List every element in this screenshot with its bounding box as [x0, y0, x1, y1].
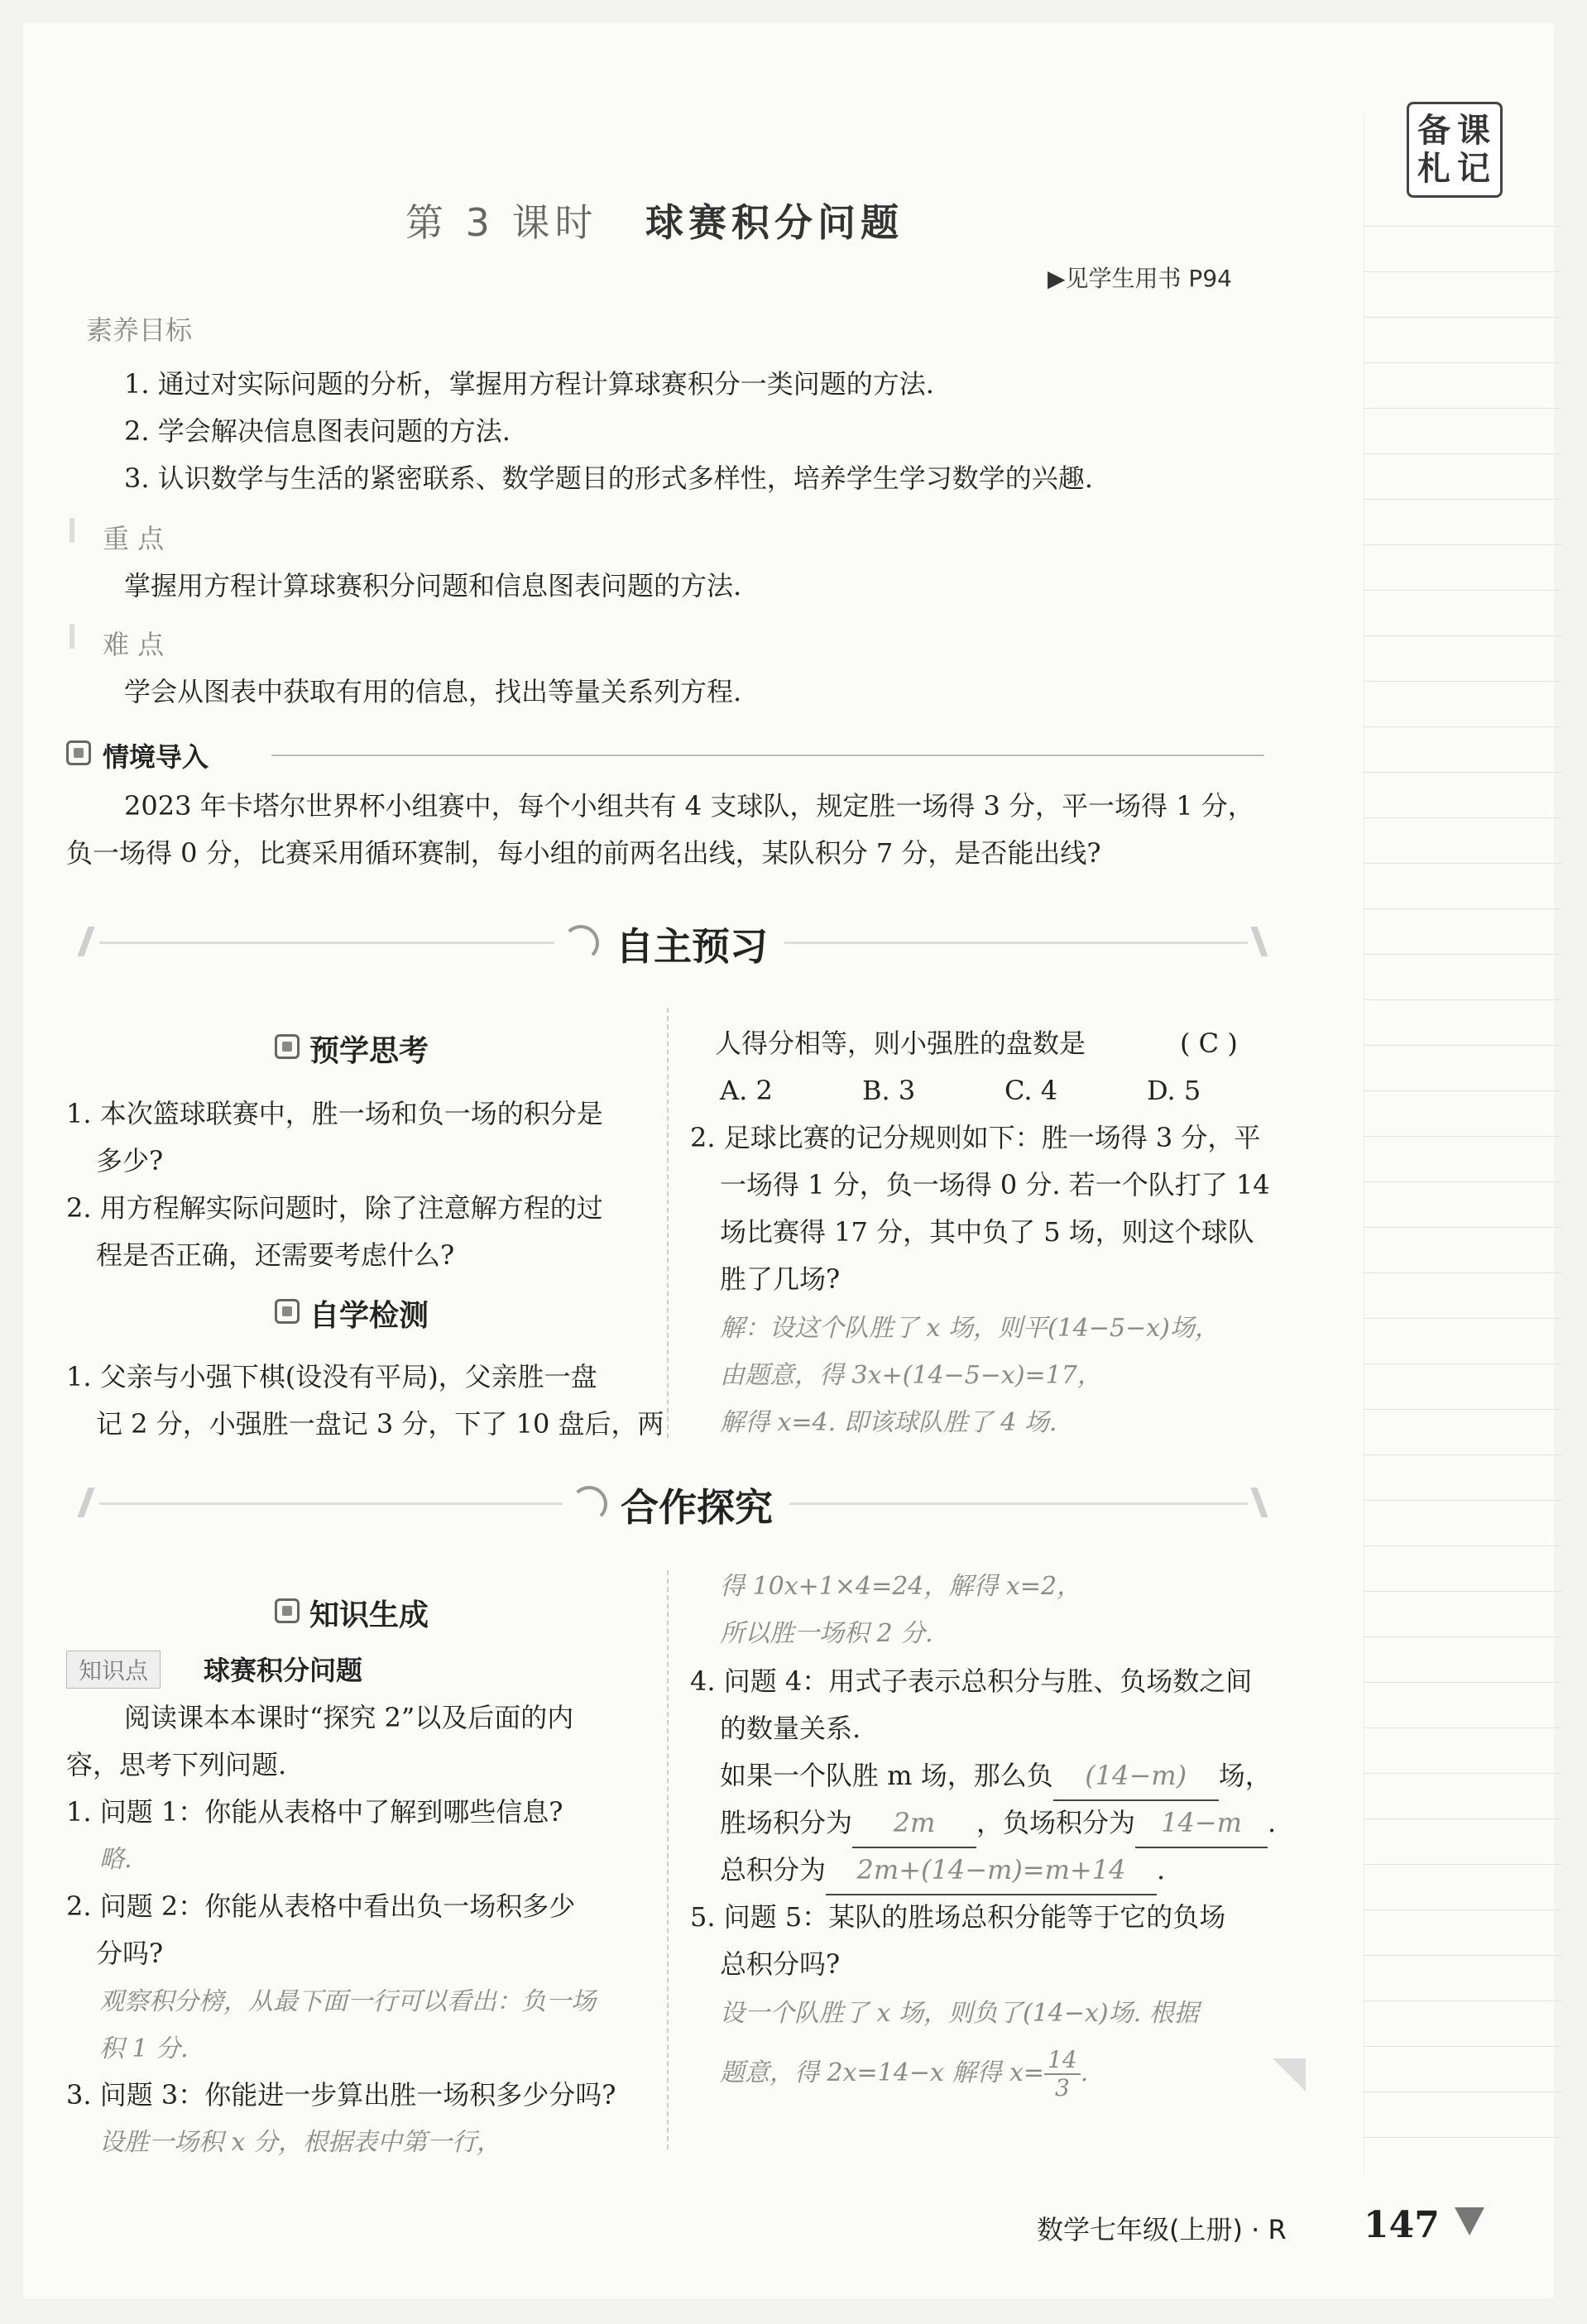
q4-line: 的数量关系.: [720, 1713, 861, 1744]
q2-explore-line: 分吗?: [96, 1938, 164, 1969]
badge-char: 课: [1457, 112, 1490, 150]
page-title: 球赛积分问题: [645, 200, 904, 245]
q5-answer-text: .: [1080, 2058, 1089, 2087]
q2-line: 场比赛得 17 分，其中负了 5 场，则这个球队: [720, 1216, 1254, 1248]
banner-left-rule: [99, 942, 554, 944]
key-point-marker: [70, 518, 74, 543]
check-line: 人得分相等，则小强胜的盘数是: [715, 1028, 1086, 1059]
q2-answer-line: 解得 x=4. 即该球队胜了 4 场.: [720, 1408, 1057, 1437]
banner-right-rule: [784, 942, 1248, 944]
banner-right-mark: [1250, 927, 1268, 956]
intro-label: 情境导入: [103, 741, 209, 773]
fraction-numerator: 14: [1044, 2047, 1081, 2075]
q4-text: 场，: [1218, 1760, 1272, 1791]
think-line: 2. 用方程解实际问题时，除了注意解方程的过: [66, 1192, 603, 1224]
notes-badge: [1407, 102, 1503, 198]
fraction-denominator: 3: [1054, 2074, 1070, 2101]
banner-arc-icon: [563, 925, 599, 961]
q4-fill-line: [720, 1752, 1272, 1801]
intro-rule: [271, 755, 1264, 756]
goals-label: 素养目标: [86, 314, 193, 346]
q2-line: 一场得 1 分，负一场得 0 分. 若一个队打了 14: [720, 1169, 1270, 1200]
explore-banner: 合作探究: [621, 1485, 773, 1530]
q4-text: 总积分为: [720, 1854, 827, 1886]
q5-answer: 设一个队胜了 x 场，则负了(14−x)场. 根据: [720, 1999, 1199, 2028]
q4-line: 4. 问题 4：用式子表示总积分与胜、负场数之间: [690, 1665, 1253, 1697]
option-d: D. 5: [1147, 1075, 1201, 1106]
key-point-label: 重 点: [103, 523, 165, 554]
q2-answer-line: 由题意，得 3x+(14−5−x)=17，: [720, 1361, 1102, 1390]
badge-char: 札: [1417, 150, 1450, 188]
banner-left-rule: [99, 1502, 563, 1505]
page: [23, 23, 1554, 2298]
intro-text-line: 2023 年卡塔尔世界杯小组赛中，每个小组共有 4 支球队，规定胜一场得 3 分，平一场得 1 分，: [124, 790, 1254, 822]
think-line: 1. 本次篮球联赛中，胜一场和负一场的积分是: [66, 1098, 603, 1129]
q4-text: 如果一个队胜 m 场，那么负: [720, 1760, 1053, 1791]
read-line: 容，思考下列问题.: [66, 1749, 287, 1780]
q4-blank: 2m+(14−m)=m+14: [826, 1847, 1157, 1895]
q1-line: 1. 问题 1：你能从表格中了解到哪些信息?: [66, 1796, 563, 1828]
knowledge-topic: 球赛积分问题: [204, 1655, 363, 1686]
banner-left-mark: [77, 1488, 94, 1517]
q1-answer: 略.: [99, 1845, 132, 1874]
corner-decoration: [1273, 2058, 1306, 2092]
lesson-number: 第 3 课时: [405, 200, 598, 245]
book-title: 数学七年级(上册) · R: [1037, 2214, 1287, 2245]
goal-item: 3. 认识数学与生活的紧密联系、数学题目的形式多样性，培养学生学习数学的兴趣.: [124, 462, 1093, 494]
banner-right-mark: [1250, 1488, 1268, 1517]
check-line: 记 2 分，小强胜一盘记 3 分，下了 10 盘后，两: [96, 1408, 664, 1440]
q3-answer: 所以胜一场积 2 分.: [720, 1619, 933, 1648]
q3-answer: 设胜一场积 x 分，根据表中第一行，: [99, 2128, 501, 2157]
difficulty-label: 难 点: [103, 629, 165, 660]
check-answer: ( C ): [1180, 1028, 1238, 1059]
banner-left-mark: [77, 927, 94, 956]
q5-fraction: [1044, 2047, 1081, 2101]
think-line: 程是否正确，还需要考虑什么?: [96, 1239, 455, 1271]
q2-explore-line: 2. 问题 2：你能从表格中看出负一场积多少: [66, 1890, 576, 1922]
q4-blank: (14−m): [1053, 1752, 1219, 1801]
q5-line: 5. 问题 5：某队的胜场总积分能等于它的负场: [690, 1901, 1226, 1933]
knowledge-icon: [275, 1598, 300, 1623]
q2-explore-answer: 观察积分榜，从最下面一行可以看出：负一场: [99, 1987, 596, 2016]
think-line: 多少?: [96, 1145, 164, 1176]
option-b: B. 3: [862, 1075, 916, 1106]
badge-char: 备: [1417, 112, 1450, 150]
q2-answer-line: 解：设这个队胜了 x 场，则平(14−5−x)场，: [720, 1314, 1220, 1343]
knowledge-tag: 知识点: [66, 1651, 161, 1689]
read-line: 阅读课本本课时“探究 2”以及后面的内: [124, 1702, 574, 1733]
goal-item: 1. 通过对实际问题的分析，掌握用方程计算球赛积分一类问题的方法.: [124, 368, 934, 400]
column-divider: [667, 1570, 669, 2149]
option-a: A. 2: [720, 1075, 773, 1106]
q5-answer-text: 题意，得 2x=14−x 解得 x=: [720, 2058, 1045, 2087]
check-title: 自学检测: [309, 1299, 429, 1333]
goal-item: 2. 学会解决信息图表问题的方法.: [124, 415, 511, 447]
q4-text: .: [1268, 1807, 1277, 1838]
option-c: C. 4: [1004, 1075, 1058, 1106]
key-point-text: 掌握用方程计算球赛积分问题和信息图表问题的方法.: [124, 570, 742, 601]
banner-arc-icon: [571, 1486, 607, 1522]
column-divider: [667, 1008, 669, 1438]
check-line: 1. 父亲与小强下棋(设没有平局)，父亲胜一盘: [66, 1361, 597, 1392]
q2-line: 2. 足球比赛的记分规则如下：胜一场得 3 分，平: [690, 1122, 1261, 1153]
q2-line: 胜了几场?: [720, 1263, 841, 1295]
q4-text: ，负场积分为: [976, 1807, 1136, 1838]
q3-line: 3. 问题 3：你能进一步算出胜一场积多少分吗?: [66, 2079, 616, 2111]
q2-explore-answer: 积 1 分.: [99, 2034, 189, 2063]
difficulty-marker: [70, 624, 74, 649]
think-icon: [275, 1034, 300, 1059]
q5-answer: [720, 2047, 1088, 2101]
badge-char: 记: [1457, 150, 1490, 188]
q3-answer: 得 10x+1×4=24，解得 x=2，: [720, 1572, 1082, 1601]
preview-banner: 自主预习: [616, 924, 768, 969]
difficulty-text: 学会从图表中获取有用的信息，找出等量关系列方程.: [124, 676, 742, 707]
q4-text: .: [1157, 1854, 1166, 1886]
q4-blank: 2m: [852, 1799, 976, 1848]
think-title: 预学思考: [309, 1034, 429, 1068]
intro-icon: [66, 740, 91, 765]
intro-text-line: 负一场得 0 分，比赛采用循环赛制，每小组的前两名出线，某队积分 7 分，是否能出线?: [66, 837, 1101, 869]
student-book-ref: ▶见学生用书 P94: [1048, 265, 1232, 292]
q4-text: 胜场积分为: [720, 1807, 853, 1838]
q4-fill-line: [720, 1847, 1165, 1895]
page-number: 147: [1364, 2204, 1440, 2246]
banner-right-rule: [789, 1502, 1248, 1505]
q5-line: 总积分吗?: [720, 1948, 841, 1980]
corner-arrow-icon: [1455, 2207, 1484, 2235]
q4-blank: 14−m: [1135, 1799, 1268, 1848]
q4-fill-line: [720, 1799, 1276, 1848]
check-icon: [275, 1299, 300, 1324]
knowledge-title: 知识生成: [309, 1598, 429, 1632]
